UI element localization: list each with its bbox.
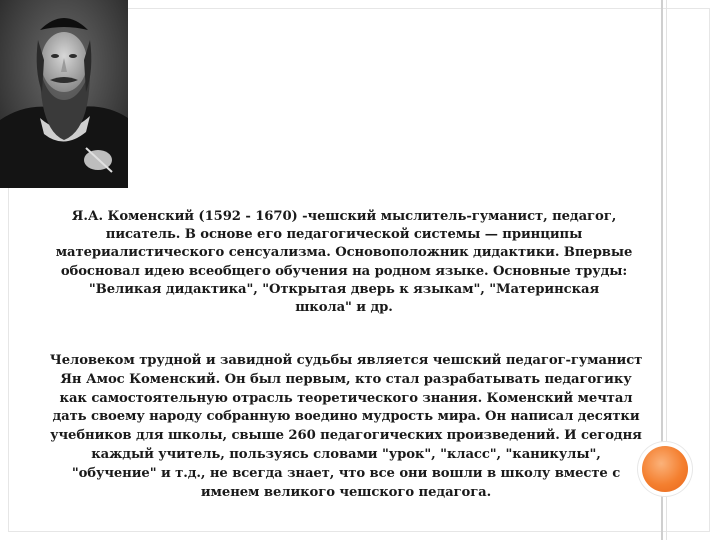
lede-line: "Великая дидактика", "Открытая дверь к языкам", "Материнская	[88, 281, 600, 297]
body-line: Ян Амос Коменский. Он был первым, кто стал разрабатывать педагогику	[60, 371, 632, 387]
lede-line: школа" и др.	[295, 300, 393, 316]
body-line: именем великого чешского педагога.	[200, 484, 492, 500]
orange-circle-decoration	[642, 446, 688, 492]
body-line: как самостоятельную отрасль теоретического знания. Коменский мечтал	[59, 390, 633, 406]
body-line: "обучение" и т.д., не всегда знает, что все они вошли в школу вместе с	[71, 465, 621, 481]
body-line: учебников для школы, свыше 260 педагогических произведений. И сегодня	[50, 428, 642, 444]
lede-line: обосновал идею всеобщего обучения на родном языке. Основные труды:	[60, 263, 628, 279]
body-line: каждый учитель, пользуясь словами "урок", "класс", "каникулы",	[91, 446, 601, 462]
body-line: дать своему народу собранную воедино мудрость мира. Он написал десятки	[52, 409, 640, 425]
lede-line: материалистического сенсуализма. Основоположник дидактики. Впервые	[55, 245, 633, 261]
body-line: Человеком трудной и завидной судьбы является чешский педагог-гуманист	[49, 353, 643, 368]
biography-body	[46, 352, 646, 502]
lede-line: писатель. В основе его педагогической системы — принципы	[105, 227, 583, 243]
lede-line: Я.А. Коменский (1592 - 1670) -чешский мыслитель-гуманист, педагог,	[71, 209, 617, 224]
biography-summary	[52, 208, 636, 317]
portrait-photo	[0, 0, 128, 188]
